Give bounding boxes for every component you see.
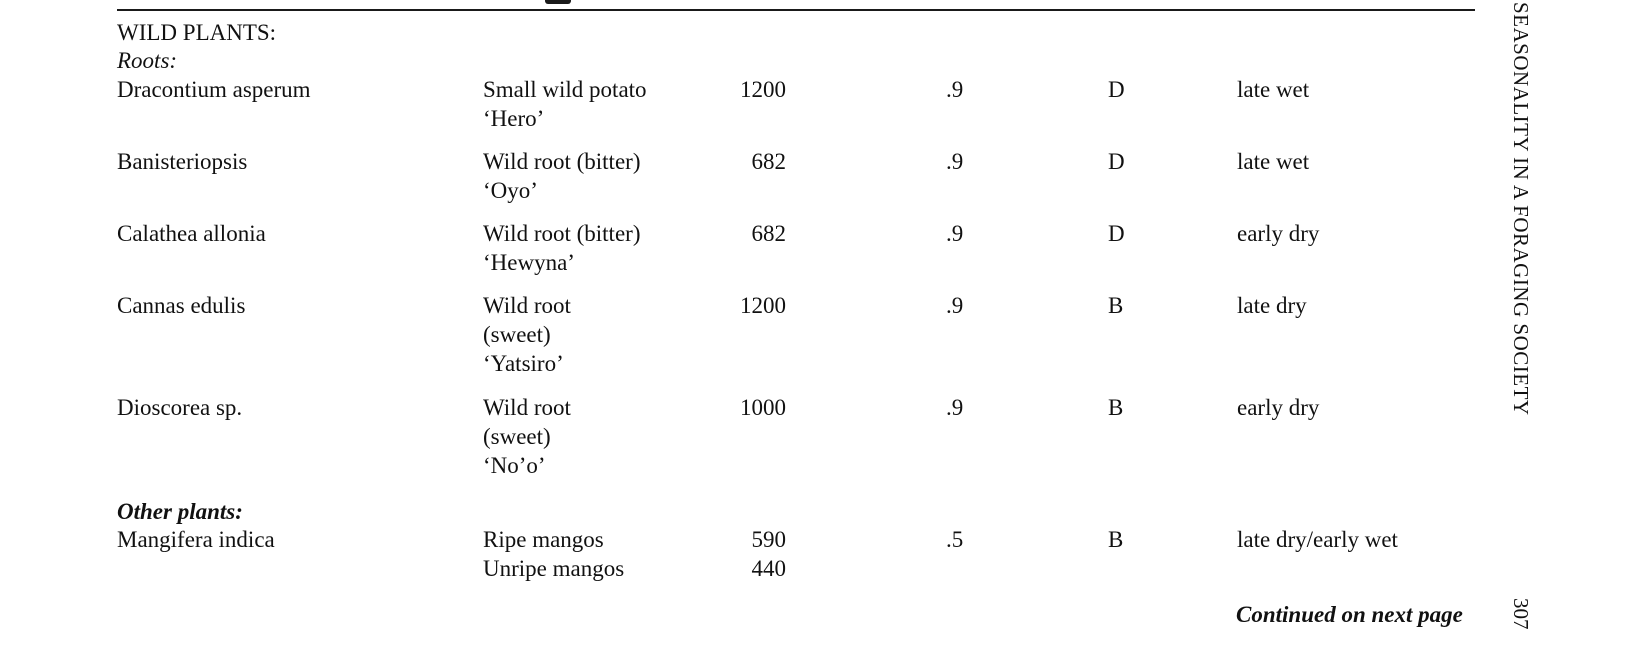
common-name: Small wild potato: [483, 77, 647, 102]
common-name: Wild root (bitter): [483, 149, 641, 174]
group-label-roots: Roots:: [117, 48, 178, 73]
grade-cell: B: [1108, 293, 1124, 318]
group-label-other-plants: Other plants:: [117, 499, 243, 524]
season-cell: early dry: [1237, 395, 1320, 420]
ratio-cell: .9: [946, 149, 964, 174]
grade-cell: D: [1108, 77, 1125, 102]
common-name-qualifier: (sweet): [483, 424, 551, 449]
common-name: Wild root (bitter): [483, 221, 641, 246]
common-name: Ripe mangos: [483, 527, 604, 552]
value-cell: 1200: [740, 77, 786, 102]
season-cell: late dry: [1237, 293, 1307, 318]
local-name: ‘Oyo’: [483, 178, 538, 203]
species-name: Calathea allonia: [117, 221, 266, 246]
value-cell: 682: [751, 221, 786, 246]
running-head: SEASONALITY IN A FORAGING SOCIETY: [1509, 2, 1533, 416]
common-name-qualifier: (sweet): [483, 322, 551, 347]
section-heading: WILD PLANTS:: [117, 20, 277, 45]
value-cell: 1000: [740, 395, 786, 420]
local-name: ‘Yatsiro’: [483, 351, 564, 376]
local-name: ‘Hewyna’: [483, 250, 575, 275]
grade-cell: D: [1108, 149, 1125, 174]
season-cell: late wet: [1237, 149, 1310, 174]
species-name: Dioscorea sp.: [117, 395, 243, 420]
local-name: ‘Hero’: [483, 106, 545, 131]
season-cell: early dry: [1237, 221, 1320, 246]
value-cell-secondary: 440: [751, 556, 786, 581]
clipped-glyph-fragment: [545, 0, 571, 4]
local-name: ‘No’o’: [483, 453, 546, 478]
ratio-cell: .9: [946, 395, 964, 420]
ratio-cell: .9: [946, 77, 964, 102]
table-top-rule: [117, 9, 1475, 11]
value-cell: 1200: [740, 293, 786, 318]
value-cell: 590: [751, 527, 786, 552]
species-name: Mangifera indica: [117, 527, 275, 552]
grade-cell: B: [1108, 395, 1124, 420]
common-name-secondary: Unripe mangos: [483, 556, 625, 581]
species-name: Cannas edulis: [117, 293, 246, 318]
ratio-cell: .9: [946, 293, 964, 318]
grade-cell: B: [1108, 527, 1124, 552]
grade-cell: D: [1108, 221, 1125, 246]
page-number: 307: [1509, 598, 1533, 630]
common-name: Wild root: [483, 395, 571, 420]
species-name: Dracontium asperum: [117, 77, 311, 102]
value-cell: 682: [751, 149, 786, 174]
ratio-cell: .9: [946, 221, 964, 246]
common-name: Wild root: [483, 293, 571, 318]
ratio-cell: .5: [946, 527, 964, 552]
continued-note: Continued on next page: [1236, 602, 1463, 627]
species-name: Banisteriopsis: [117, 149, 248, 174]
season-cell: late wet: [1237, 77, 1310, 102]
season-cell: late dry/early wet: [1237, 527, 1398, 552]
